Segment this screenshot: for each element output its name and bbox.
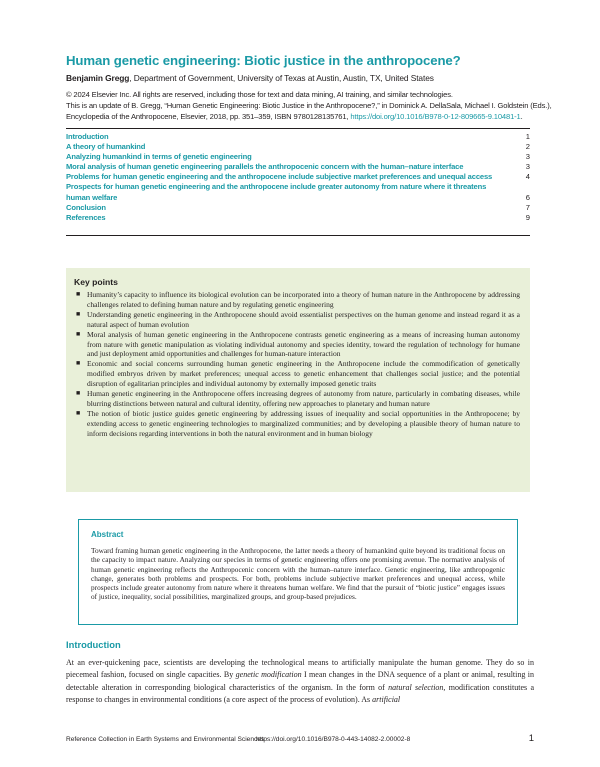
page-number: 1 [528, 733, 534, 744]
toc-entry-title[interactable]: Moral analysis of human genetic engineering parallels the anthropocenic concern with the human–nature interface [66, 162, 464, 172]
intro-text: , modification constitutes a response to changes in environmental conditions (a core aspect of the process of evolution). As [66, 682, 534, 705]
toc-entry[interactable] [66, 172, 530, 182]
toc-entry[interactable] [66, 152, 530, 162]
bullet-square-icon: ■ [76, 408, 81, 417]
bullet-square-icon: ■ [76, 359, 81, 368]
key-point-text: Human genetic engineering in the Anthropocene offers increasing degrees of autonomy from nature, particularly in combating diseases, while blurring distinctions between natural and cultural identity, offering new approaches to planetary and human nature [87, 389, 520, 408]
toc-entry-title[interactable]: Prospects for human genetic engineering and the anthropocene include greater autonomy from nature where it threatens human welfare [66, 182, 487, 202]
bullet-square-icon: ■ [76, 290, 81, 298]
intro-emphasis: genetic modification [235, 670, 302, 680]
author-affiliation: , Department of Government, University of Texas at Austin, Austin, TX, United States [129, 73, 434, 83]
toc-entry-title[interactable]: References [66, 212, 106, 222]
abstract-heading: Abstract [91, 530, 124, 539]
abstract-box [78, 519, 518, 625]
toc-entry-page: 3 [525, 162, 530, 172]
update-notice-line-1: This is an update of B. Gregg, “Human Genetic Engineering: Biotic Justice in the Anthropocene?,” in Dominick A. DellaSala, Michael I. Goldstein (Eds.), [66, 101, 552, 110]
toc-entry-title[interactable]: Introduction [66, 132, 109, 141]
toc-entry[interactable] [66, 132, 530, 142]
bullet-square-icon: ■ [76, 389, 81, 398]
key-point-item [74, 290, 520, 310]
toc-top-rule [66, 128, 530, 129]
author-line [66, 73, 434, 83]
author-name: Benjamin Gregg [66, 73, 130, 83]
toc-entry-page: 9 [525, 212, 530, 222]
update-notice-line-2 [66, 111, 534, 122]
intro-emphasis: natural selection [388, 682, 444, 692]
toc-entry[interactable] [66, 213, 530, 223]
toc-entry[interactable] [66, 203, 530, 213]
key-point-item [74, 310, 520, 330]
copyright-block [66, 89, 552, 122]
toc-entry-page: 4 [525, 172, 530, 182]
key-point-item [74, 409, 520, 439]
table-of-contents [66, 132, 530, 223]
key-points-heading: Key points [74, 277, 118, 287]
key-point-text: Understanding genetic engineering in the Anthropocene should avoid essentialist perspectives on the human genome and instead regard it as a natural aspect of human evolution [87, 309, 520, 329]
article-title: Human genetic engineering: Biotic justice in the anthropocene? [66, 53, 461, 68]
key-point-text: Moral analysis of human genetic engineering in the Anthropocene contrasts genetic engineering as a means of increasing human autonomy from nature with genetic manipulation as violating individual autonomy and species identity, toward the regulation of technology for humane and just deployment amid opportunities and challenges for human-nature interaction [87, 329, 520, 359]
key-point-item [74, 359, 520, 389]
update-doi-link[interactable]: https://doi.org/10.1016/B978-0-12-809665-9.10481-1 [350, 112, 521, 121]
introduction-paragraph [66, 657, 534, 707]
toc-entry-page: 7 [525, 202, 530, 212]
toc-entry-page: 3 [525, 152, 530, 162]
toc-entry-title[interactable]: Problems for human genetic engineering and the anthropocene include subjective market preferences and unequal access [66, 172, 493, 182]
toc-entry-title[interactable]: Conclusion [66, 202, 106, 212]
intro-text: I mean changes in the DNA sequence of a plant or animal, resulting in detectable alteration in corresponding biological characteristics of the organism. In the form of [66, 670, 535, 692]
key-point-item [74, 389, 520, 409]
toc-bottom-rule [66, 235, 530, 236]
key-point-item [74, 330, 520, 360]
key-points-box [66, 268, 530, 492]
toc-entry-title[interactable]: A theory of humankind [66, 142, 146, 152]
copyright-notice: © 2024 Elsevier Inc. All rights are reserved, including those for text and data mining, AI training, and similar technologies. [66, 90, 453, 99]
key-point-text: Economic and social concerns surrounding human genetic engineering in the Anthropocene include the commodification of genetically modified embryos driven by market preferences; unequal access to genetic enhancement that challenges social justice; and the potential disruption of egalitarian principles and individual autonomy by externally imposed genetic traits [87, 359, 520, 389]
key-point-text: Humanity’s capacity to influence its biological evolution can be incorporated into a theory of human nature in the Anthropocene by addressing challenges related to defining human nature and by regulating genetic engineering [87, 290, 520, 309]
bullet-square-icon: ■ [76, 329, 81, 338]
toc-entry-page: 1 [525, 132, 530, 141]
toc-entry-title[interactable]: Analyzing humankind in terms of genetic engineering [66, 152, 252, 162]
footer-doi-link[interactable]: https://doi.org/10.1016/B978-0-443-14082-2.00002-8 [256, 736, 411, 743]
abstract-body: Toward framing human genetic engineering in the Anthropocene, the latter needs a theory of humankind quite beyond its traditional focus on the capacity to impact nature. Analyzing our species in terms of genetic engineering offers one promising avenue. The normative analysis of human genetic engineering reflects the Anthropocenic concern with the human–nature interface. Genetic engineering, like anthropogenic change, generates both problems and prospects. For both, problems include subjective market preferences and unequal access, while prospects include greater autonomy from nature where it threatens human welfare. We find that the pursuit of “biotic justice” engages issues of justice, inequality, social possibilities, marginalized groups, and group-based prejudices. [91, 546, 505, 602]
toc-entry[interactable] [66, 182, 530, 202]
update-citation: Encyclopedia of the Anthropocene, Elsevier, 2018, pp. 351–359, ISBN 9780128135761, [66, 112, 351, 121]
key-point-text: The notion of biotic justice guides genetic engineering by addressing issues of inequality and social opportunities in the Anthropocene; by extending access to genetic engineering technologies to marginalized communities; and by developing a plausible theory of human nature to inform decisions regarding interventions in both the natural environment and in human biology [87, 408, 520, 438]
footer-series: Reference Collection in Earth Systems and Environmental Sciences [66, 736, 265, 743]
bullet-square-icon: ■ [76, 309, 81, 318]
toc-entry[interactable] [66, 142, 530, 152]
intro-text: At an ever-quickening pace, scientists are developing the technological means to artificially manipulate the human genome. They do so in piecemeal fashion, focused on single capacities. By [66, 658, 534, 680]
introduction-heading: Introduction [66, 639, 121, 650]
toc-entry-page: 6 [525, 192, 530, 202]
toc-entry[interactable] [66, 162, 530, 172]
toc-entry-page: 2 [525, 142, 530, 152]
intro-emphasis: artificial [372, 695, 401, 705]
update-line-end: . [520, 112, 523, 121]
key-points-list [74, 290, 520, 439]
